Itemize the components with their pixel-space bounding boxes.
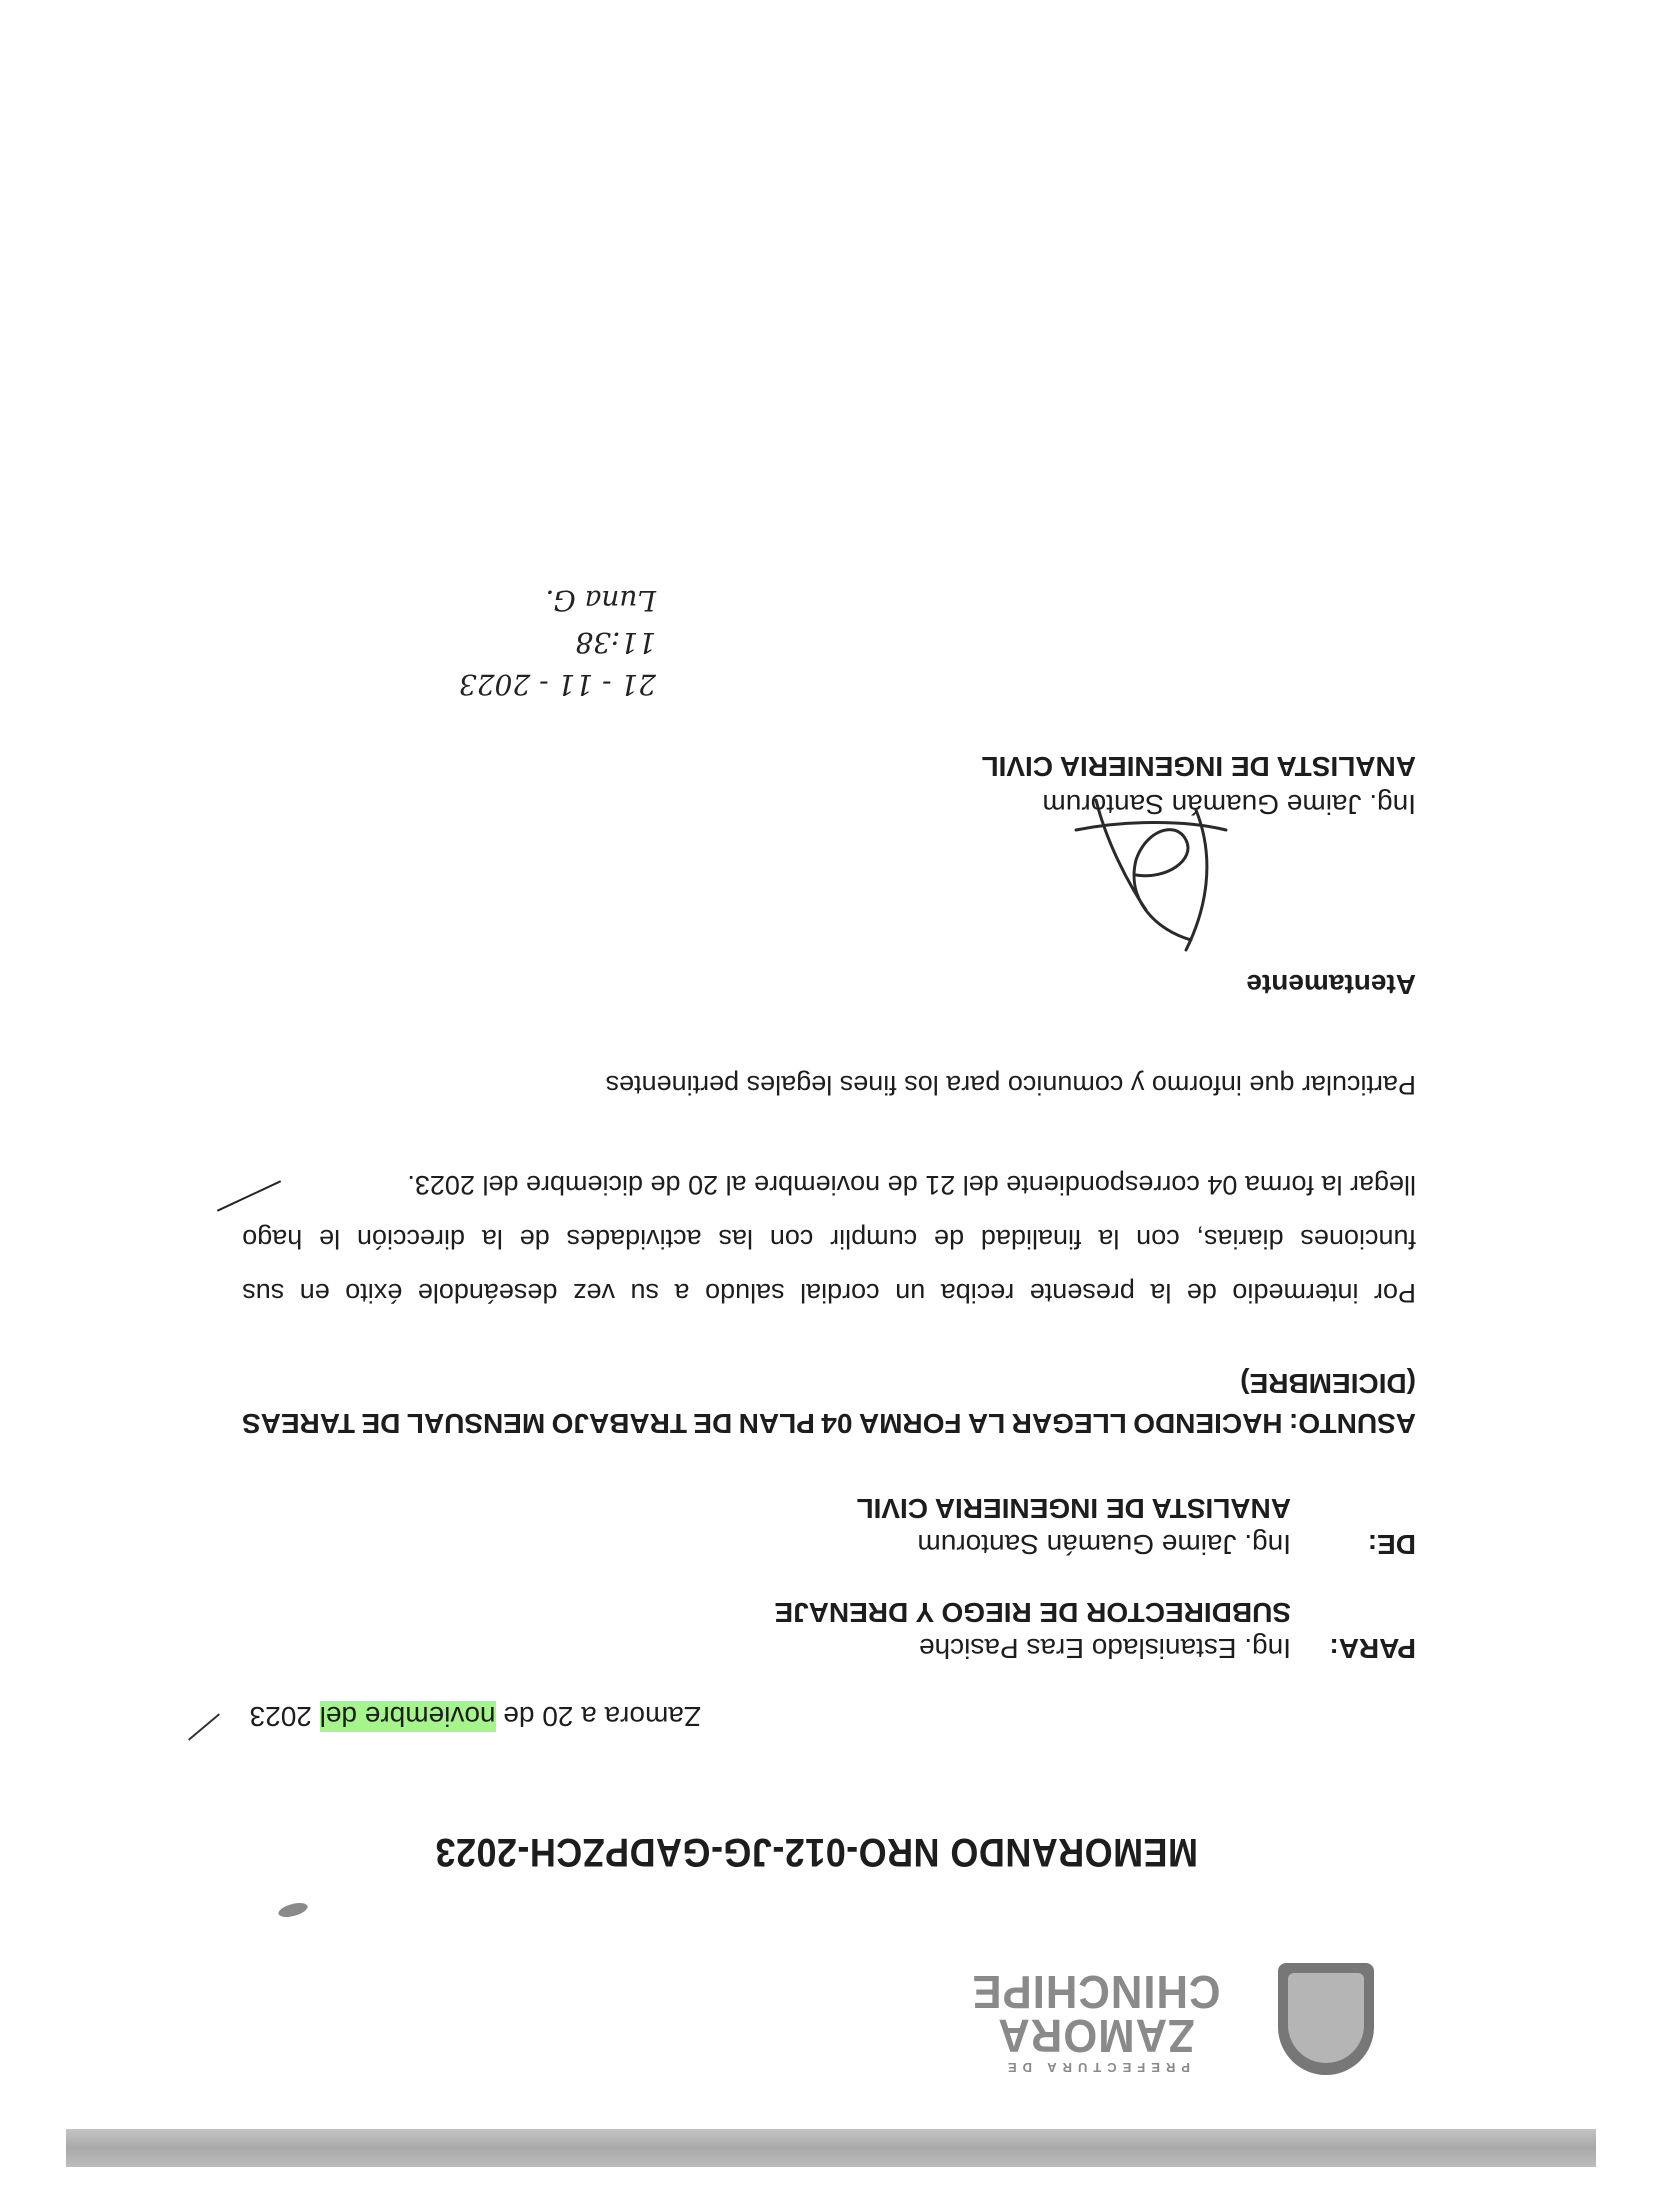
receipt-time: 11:38 (575, 626, 656, 659)
para-name: Ing. Estanislado Eras Pasiche (919, 1633, 1291, 1664)
body-word: con (1136, 1224, 1180, 1254)
body-word: éxito (345, 1278, 403, 1308)
body-word: reciba (940, 1278, 1015, 1308)
de-name: Ing. Jaime Guamán Santorum (917, 1529, 1291, 1560)
asunto-word: 04 (821, 1408, 853, 1439)
asunto-word: ASUNTO: (1288, 1408, 1416, 1439)
asunto-block (242, 1363, 1416, 1443)
signer-role: ANALISTA DE INGENIERIA CIVIL (981, 751, 1416, 782)
body-word: de (519, 1224, 550, 1254)
body-word: le (319, 1224, 341, 1254)
body-word: finalidad (980, 1224, 1082, 1254)
asunto-word: DE (693, 1408, 733, 1439)
body-word: en (299, 1278, 330, 1308)
asunto-line-1 (242, 1403, 1416, 1443)
body-word: cordial (800, 1278, 880, 1308)
body-word: un (895, 1278, 926, 1308)
asunto-word: MENSUAL (406, 1408, 546, 1439)
prefecture-logo (926, 1966, 1266, 2075)
body-word: la (1098, 1224, 1120, 1254)
date-prefix: Zamora a 20 de (495, 1701, 701, 1732)
body-word: de (1186, 1278, 1217, 1308)
ink-smudge (277, 1900, 309, 1919)
body-word: hago (242, 1224, 303, 1254)
body-word: la (481, 1224, 503, 1254)
body-word: actividades (566, 1224, 702, 1254)
asunto-word: FORMA (858, 1408, 962, 1439)
body-word: cumplir (830, 1224, 918, 1254)
asunto-word: TAREAS (242, 1408, 356, 1439)
para-label: PARA: (1329, 1633, 1416, 1664)
body-word: Por (1373, 1278, 1416, 1308)
body-line-3: llegar la forma 04 correspondiente del 21 de noviembre al 20 de diciembre del 2023. (407, 1170, 1416, 1200)
prefecture-shield-inner (1288, 1973, 1364, 2063)
body-line-1 (242, 1266, 1416, 1320)
asunto-word: PLAN (738, 1408, 815, 1439)
memo-body (242, 1158, 1416, 1320)
date-suffix: 2023 (249, 1701, 320, 1732)
receipt-date: 21 - 11 - 2023 (458, 668, 656, 701)
receipt-handwritten-note (396, 579, 656, 705)
body-word: presente (1029, 1278, 1135, 1308)
body-word: a (674, 1278, 690, 1308)
body-word: dirección (356, 1224, 465, 1254)
scan-edge-bar (66, 2129, 1596, 2167)
para-role: SUBDIRECTOR DE RIEGO Y DRENAJE (774, 1597, 1291, 1628)
check-mark-icon (188, 1713, 220, 1740)
body-word: la (1150, 1278, 1172, 1308)
memo-date (250, 1700, 701, 1732)
date-highlight: noviembre del (319, 1701, 496, 1732)
body-word: saludo (705, 1278, 785, 1308)
de-role: ANALISTA DE INGENIERIA CIVIL (856, 1493, 1291, 1524)
body-word: de (934, 1224, 965, 1254)
atentamente: Atentamente (1246, 969, 1416, 1000)
asunto-word: DE (361, 1408, 401, 1439)
body-word: funciones (1300, 1224, 1416, 1254)
body-word: deseándole (417, 1278, 558, 1308)
receipt-initials: Luna G. (545, 584, 656, 617)
body-word: las (718, 1224, 753, 1254)
body-word: con (769, 1224, 814, 1254)
memo-title: MEMORANDO NRO-012-JG-GADPZCH-2023 (435, 1830, 1198, 1874)
body-word: sus (242, 1278, 285, 1308)
asunto-word: LA (967, 1408, 1006, 1439)
logo-line-2: ZAMORA (997, 2010, 1195, 2062)
body-line-2 (242, 1212, 1416, 1266)
signer-name: Ing. Jaime Guamán Santorum (1042, 789, 1416, 820)
body-word: diarias, (1196, 1224, 1284, 1254)
closing-text: Particular que informo y comunico para los fines legales pertinentes (605, 1070, 1416, 1100)
body-word: intermedio (1232, 1278, 1359, 1308)
logo-line-3: CHINCHIPE (971, 1966, 1221, 2018)
body-word: vez (572, 1278, 615, 1308)
body-word: su (630, 1278, 660, 1308)
asunto-word: TRABAJO (551, 1408, 687, 1439)
logo-line-1: PREFECTURA DE (1001, 2060, 1191, 2075)
asunto-word: LLEGAR (1011, 1408, 1127, 1439)
asunto-word: HACIENDO (1133, 1408, 1283, 1439)
de-label: DE: (1367, 1529, 1416, 1560)
asunto-line-2: (DICIEMBRE) (1240, 1368, 1416, 1399)
